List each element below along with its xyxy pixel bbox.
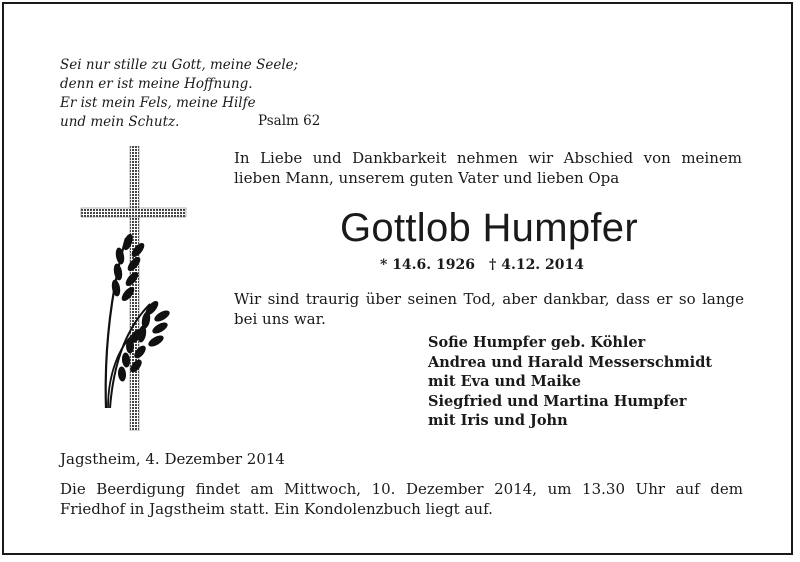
deceased-name: Gottlob Humpfer [340,206,638,250]
sorrow-text: Wir sind traurig über seinen Tod, aber dankbar, dass er so lange bei uns war. [234,290,744,328]
place-date: Jagstheim, 4. Dezember 2014 [60,450,285,468]
psalm-reference: Psalm 62 [258,113,321,129]
life-dates [380,257,598,273]
birth-date: * 14.6. 1926 [380,257,476,273]
psalm-line: Sei nur stille zu Gott, meine Seele; [60,57,299,73]
mourner: Andrea und Harald Messerschmidt [428,353,713,371]
cross-with-wheat-icon [78,146,190,431]
mourner: Siegfried und Martina Humpfer [428,392,687,410]
psalm-line: denn er ist meine Hoffnung. [60,76,253,92]
funeral-notice: Die Beerdigung findet am Mittwoch, 10. Dezember 2014, um 13.30 Uhr auf dem Friedhof in Jagstheim statt. Ein Kondolenzbuch liegt auf. [60,480,743,518]
mourner: Sofie Humpfer geb. Köhler [428,334,646,351]
mourners-list [428,333,712,431]
intro-text: In Liebe und Dankbarkeit nehmen wir Abschied von meinem lieben Mann, unserem guten Vater und lieben Opa [234,149,742,187]
psalm-line: Er ist mein Fels, meine Hilfe [60,95,256,111]
psalm-line: und mein Schutz. [60,114,180,130]
death-date: † 4.12. 2014 [489,257,585,273]
mourner: mit Eva und Maike [428,373,582,390]
mourner: mit Iris und John [428,412,568,429]
